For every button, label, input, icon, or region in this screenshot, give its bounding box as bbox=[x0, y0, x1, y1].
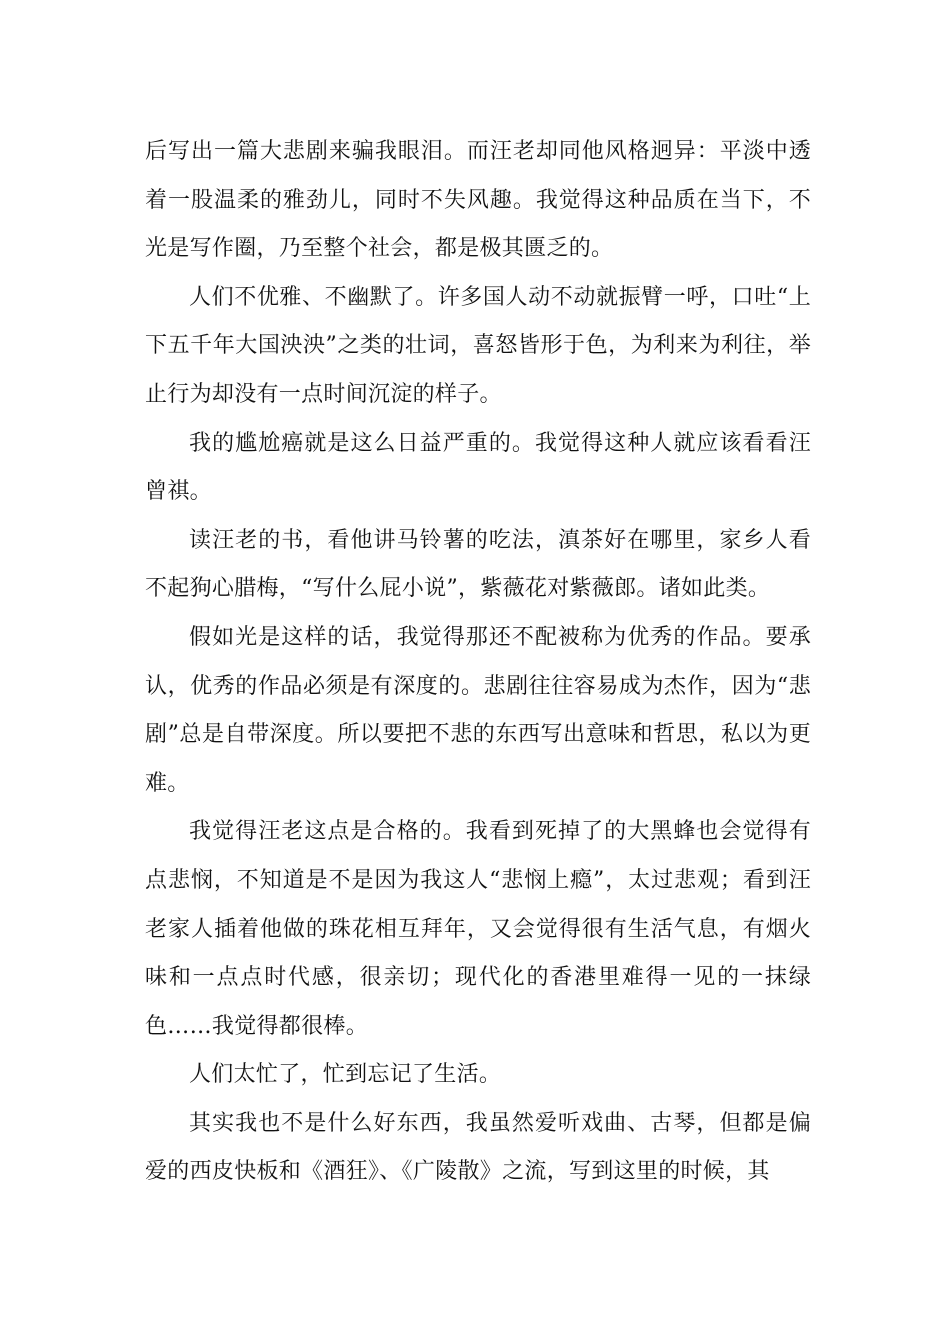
paragraph: 假如光是这样的话，我觉得那还不配被称为优秀的作品。要承认，优秀的作品必须是有深度的。悲剧往往容易成为杰作，因为“悲剧”总是自带深度。所以要把不悲的东西写出意味和哲思，私以为更难。 bbox=[145, 624, 811, 796]
paragraph: 我的尴尬癌就是这么日益严重的。我觉得这种人就应该看看汪曾祺。 bbox=[145, 430, 811, 505]
body-text bbox=[145, 128, 811, 1197]
paragraph: 人们不优雅、不幽默了。许多国人动不动就振臂一呼，口吐“上下五千年大国泱泱”之类的壮词，喜怒皆形于色，为利来为利往，举止行为却没有一点时间沉淀的样子。 bbox=[145, 284, 811, 407]
paragraph: 其实我也不是什么好东西，我虽然爱听戏曲、古琴，但都是偏爱的西皮快板和《酒狂》、《广陵散》之流，写到这里的时候，其 bbox=[145, 1110, 811, 1185]
paragraph: 人们太忙了，忙到忘记了生活。 bbox=[189, 1062, 502, 1088]
paragraph-continued: 后写出一篇大悲剧来骗我眼泪。而汪老却同他风格迥异：平淡中透着一股温柔的雅劲儿，同时不失风趣。我觉得这种品质在当下，不光是写作圈，乃至整个社会，都是极其匮乏的。 bbox=[145, 139, 811, 262]
paragraph: 我觉得汪老这点是合格的。我看到死掉了的大黑蜂也会觉得有点悲悯，不知道是不是因为我这人“悲悯上瘾”，太过悲观；看到汪老家人插着他做的珠花相互拜年，又会觉得很有生活气息，有烟火味和一点点时代感，很亲切；现代化的香港里难得一见的一抹绿色……我觉得都很棒。 bbox=[145, 819, 811, 1039]
paragraph: 读汪老的书，看他讲马铃薯的吃法，滇茶好在哪里，家乡人看不起狗心腊梅，“写什么屁小说”，紫薇花对紫薇郎。诸如此类。 bbox=[145, 527, 811, 602]
